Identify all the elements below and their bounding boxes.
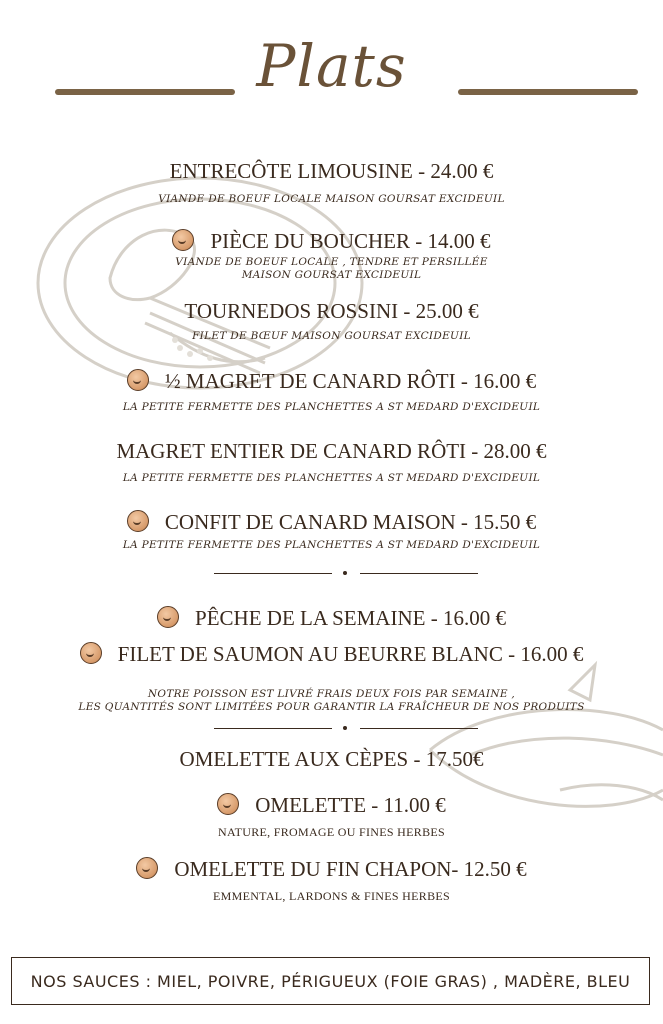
dish-description: NATURE, FROMAGE OU FINES HERBES [218, 825, 445, 839]
title-area [0, 18, 663, 118]
dish-name: ½ MAGRET DE CANARD RÔTI - 16.00 € [0, 369, 663, 394]
house-special-icon [157, 606, 179, 628]
dish-description: LA PETITE FERMETTE DES PLANCHETTES A ST MEDARD D'EXCIDEUIL [122, 401, 541, 413]
dish-name: OMELETTE DU FIN CHAPON- 12.50 € [0, 857, 663, 882]
dish-name: TOURNEDOS ROSSINI - 25.00 € [184, 299, 479, 323]
section-separator [214, 728, 332, 729]
dish-description: FILET DE BŒUF MAISON GOURSAT EXCIDEUIL [192, 330, 471, 342]
dish-description: LA PETITE FERMETTE DES PLANCHETTES A ST MEDARD D'EXCIDEUIL [122, 539, 541, 551]
section-separator [214, 573, 332, 574]
dish-description: EMMENTAL, LARDONS & FINES HERBES [213, 889, 450, 903]
dish-name: ENTRECÔTE LIMOUSINE - 24.00 € [169, 159, 494, 183]
fish-note: LES QUANTITÉS SONT LIMITÉES POUR GARANTIR LA FRAÎCHEUR DE NOS PRODUITS [78, 701, 585, 713]
dish-name: OMELETTE AUX CÈPES - 17.50€ [179, 747, 484, 771]
house-special-icon [172, 229, 194, 251]
dish-name: CONFIT DE CANARD MAISON - 15.50 € [0, 510, 663, 535]
house-special-icon [80, 642, 102, 664]
dish-description: MAISON GOURSAT EXCIDEUIL [241, 269, 422, 281]
dish-name: OMELETTE - 11.00 € [0, 793, 663, 818]
dish-description: VIANDE DE BOEUF LOCALE , TENDRE ET PERSILLÉE [175, 256, 488, 268]
dish-name: PÊCHE DE LA SEMAINE - 16.00 € [0, 606, 663, 631]
house-special-icon [127, 510, 149, 532]
section-separator [360, 728, 478, 729]
house-special-icon [136, 857, 158, 879]
title-rule-right [458, 89, 638, 95]
dish-description: VIANDE DE BOEUF LOCALE MAISON GOURSAT EXCIDEUIL [158, 193, 505, 205]
sauces-box [11, 957, 650, 1005]
dish-name: PIÈCE DU BOUCHER - 14.00 € [0, 229, 663, 254]
section-separator [360, 573, 478, 574]
dish-name: MAGRET ENTIER DE CANARD RÔTI - 28.00 € [116, 439, 547, 463]
house-special-icon [217, 793, 239, 815]
page-title: Plats [256, 32, 407, 100]
fish-note: NOTRE POISSON EST LIVRÉ FRAIS DEUX FOIS PAR SEMAINE , [147, 688, 516, 700]
house-special-icon [127, 369, 149, 391]
separator-dot [343, 726, 347, 730]
sauces-list: NOS SAUCES : MIEL, POIVRE, PÉRIGUEUX (FOIE GRAS) , MADÈRE, BLEU [30, 972, 631, 991]
separator-dot [343, 571, 347, 575]
dish-description: LA PETITE FERMETTE DES PLANCHETTES A ST MEDARD D'EXCIDEUIL [122, 472, 541, 484]
dish-name: FILET DE SAUMON AU BEURRE BLANC - 16.00 € [0, 642, 663, 667]
